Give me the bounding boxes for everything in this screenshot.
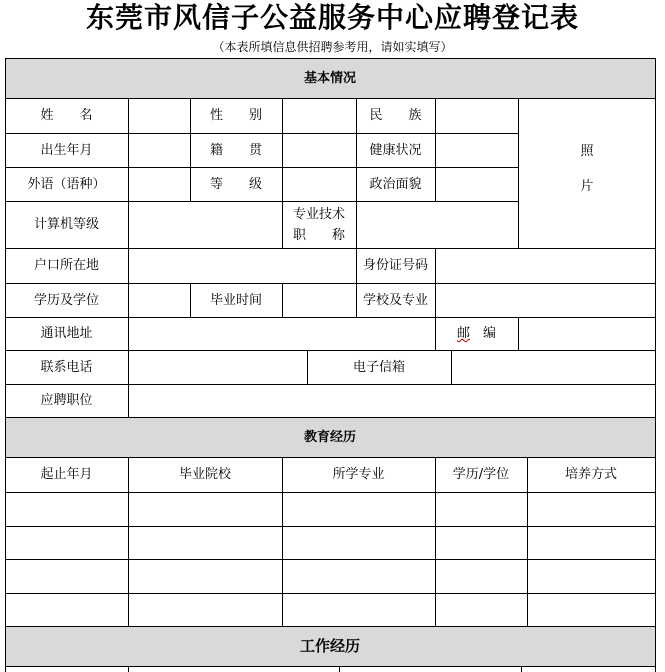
form-title: 东莞市风信子公益服务中心应聘登记表 (85, 1, 579, 34)
grid-line (5, 559, 656, 560)
grid-line (5, 492, 656, 493)
label-hukou: 户口所在地 (33, 258, 99, 273)
edu-header-school: 毕业院校 (178, 467, 231, 482)
edu-header-degree: 学历/学位 (452, 467, 510, 482)
grid-line (339, 666, 340, 672)
grid-line (282, 283, 283, 317)
label-birth: 出生年月 (40, 142, 93, 158)
label-postcode-char: 邮 (456, 326, 470, 341)
grid-line (5, 593, 656, 594)
edu-header-period: 起止年月 (40, 467, 93, 482)
label-grad-time: 毕业时间 (209, 292, 262, 308)
label-email: 电子信箱 (352, 359, 405, 375)
label-gender: 性 别 (209, 108, 262, 123)
label-school-major: 学校及专业 (362, 292, 428, 308)
grid-line (128, 98, 129, 417)
grid-line (128, 666, 129, 672)
label-language: 外语（语种） (27, 176, 106, 192)
edu-header-major: 所学专业 (332, 467, 385, 482)
grid-line (5, 526, 656, 527)
label-name: 姓 名 (40, 108, 93, 123)
grid-line (655, 58, 656, 672)
grid-line (451, 350, 452, 384)
form-subtitle: （本表所填信息供招聘参考用，请如实填写） (212, 40, 453, 54)
label-computer: 计算机等级 (33, 217, 99, 232)
label-ethnicity: 民 族 (369, 108, 422, 123)
label-phone: 联系电话 (40, 359, 93, 375)
grid-line (518, 317, 519, 350)
section-header-basic: 基本情况 (303, 70, 356, 86)
label-photo-line1: 照 (580, 144, 594, 159)
grid-line (435, 98, 436, 201)
label-grade: 等 级 (209, 176, 262, 192)
label-pro-title-line1: 专业技术 (292, 206, 345, 222)
label-political: 政治面貌 (369, 176, 422, 192)
label-photo (519, 98, 655, 248)
label-id-number: 身份证号码 (362, 258, 428, 273)
label-native-place: 籍 贯 (209, 142, 262, 158)
section-header-work: 工作经历 (299, 636, 360, 655)
label-photo-line2: 片 (580, 179, 594, 194)
label-pro-title (282, 201, 356, 248)
edu-header-mode: 培养方式 (564, 467, 617, 482)
grid-line (5, 666, 656, 667)
grid-line (521, 666, 522, 672)
label-postcode (435, 317, 518, 350)
label-postcode-rest: 编 (470, 326, 497, 341)
label-position: 应聘职位 (40, 393, 93, 408)
label-pro-title-line2: 职 称 (292, 227, 345, 243)
section-header-education: 教育经历 (303, 429, 356, 445)
label-degree: 学历及学位 (33, 292, 99, 308)
label-health: 健康状况 (369, 142, 422, 158)
label-address: 通讯地址 (40, 326, 93, 341)
